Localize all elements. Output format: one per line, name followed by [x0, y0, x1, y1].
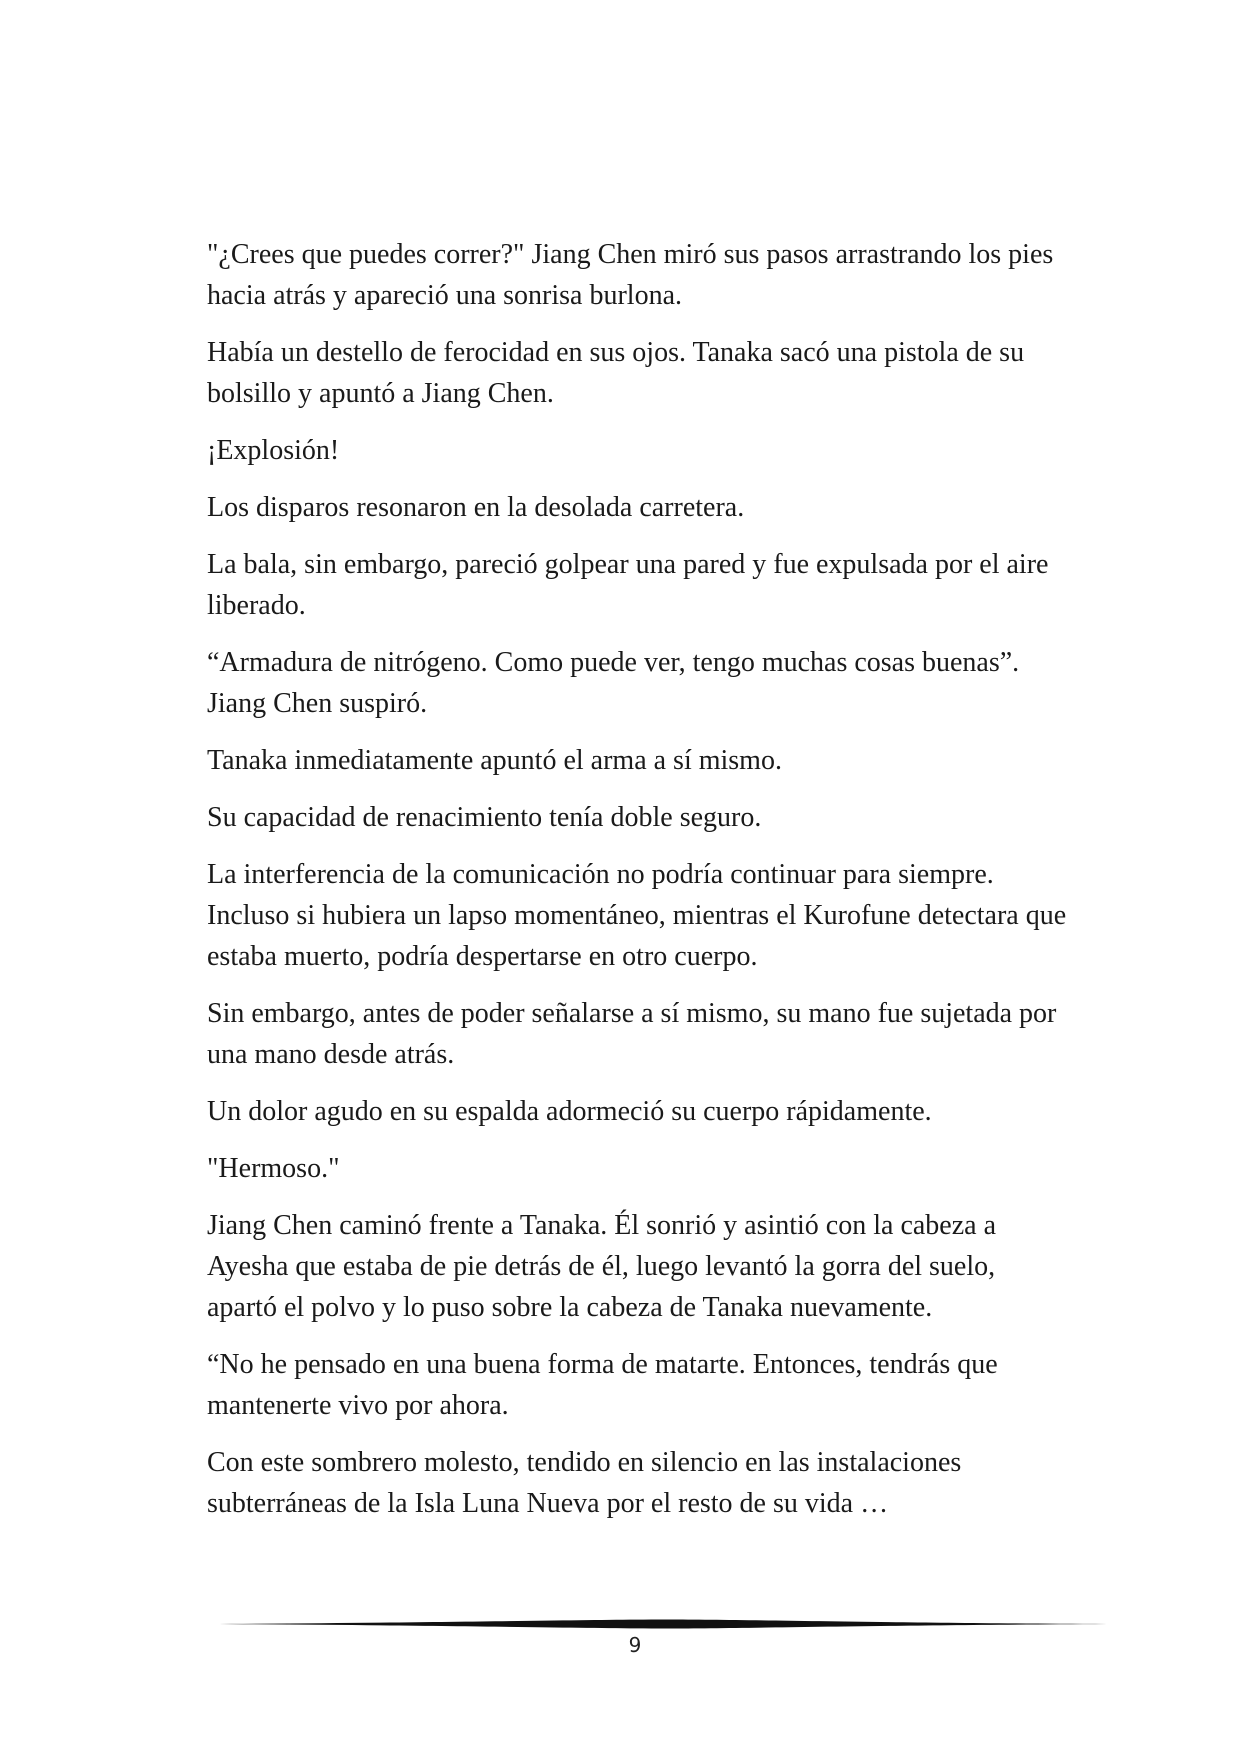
paragraph-9: La interferencia de la comunicación no podría continuar para siempre. Incluso si hubiera un lapso momentáneo, mientras el Kurofune detectara que estaba muerto, podría despertarse en otro cuerpo. — [207, 859, 1067, 972]
paragraph-12: "Hermoso." — [207, 1153, 340, 1184]
page-body — [207, 234, 1067, 1540]
footer-divider-shape — [207, 1620, 1107, 1629]
paragraph-1: "¿Crees que puedes correr?" Jiang Chen miró sus pasos arrastrando los pies hacia atrás y apareció una sonrisa burlona. — [207, 239, 1054, 311]
paragraph-4: Los disparos resonaron en la desolada carretera. — [207, 492, 745, 523]
paragraph-2: Había un destello de ferocidad en sus ojos. Tanaka sacó una pistola de su bolsillo y apuntó a Jiang Chen. — [207, 337, 1025, 409]
paragraph-15: Con este sombrero molesto, tendido en silencio en las instalaciones subterráneas de la Isla Luna Nueva por el resto de su vida … — [207, 1447, 962, 1519]
paragraph-10: Sin embargo, antes de poder señalarse a sí mismo, su mano fue sujetada por una mano desde atrás. — [207, 998, 1057, 1070]
page-number: 9 — [628, 1633, 642, 1657]
paragraph-13: Jiang Chen caminó frente a Tanaka. Él sonrió y asintió con la cabeza a Ayesha que estaba de pie detrás de él, luego levantó la gorra del suelo, apartó el polvo y lo puso sobre la cabeza de Tanaka nuevamente. — [207, 1210, 997, 1323]
paragraph-6: “Armadura de nitrógeno. Como puede ver, tengo muchas cosas buenas”. Jiang Chen suspiró. — [207, 647, 1020, 719]
paragraph-7: Tanaka inmediatamente apuntó el arma a sí mismo. — [207, 745, 782, 776]
footer-divider — [207, 1617, 1107, 1631]
paragraph-5: La bala, sin embargo, pareció golpear una pared y fue expulsada por el aire liberado. — [207, 549, 1049, 621]
paragraph-14: “No he pensado en una buena forma de matarte. Entonces, tendrás que mantenerte vivo por ahora. — [207, 1349, 998, 1421]
paragraph-11: Un dolor agudo en su espalda adormeció su cuerpo rápidamente. — [207, 1096, 932, 1127]
paragraph-8: Su capacidad de renacimiento tenía doble seguro. — [207, 802, 762, 833]
paragraph-3: ¡Explosión! — [207, 435, 340, 466]
